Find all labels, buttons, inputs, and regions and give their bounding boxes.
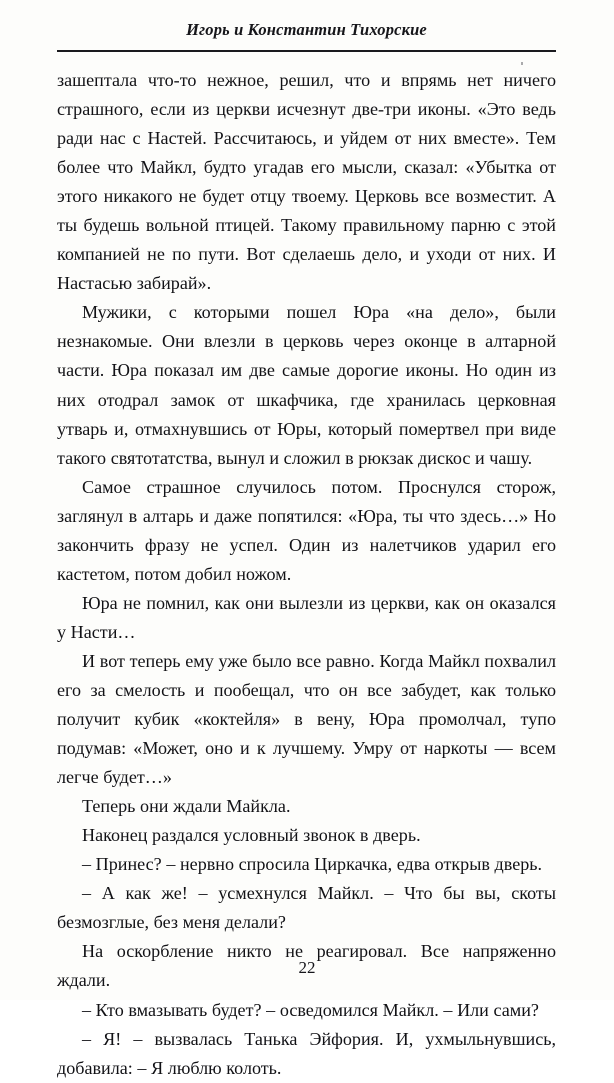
- paragraph: Юра не помнил, как они вылезли из церкви, как он оказался у Насти…: [57, 592, 556, 642]
- paragraph: Мужики, с которыми пошел Юра «на дело», были незнакомые. Они влезли в церковь через оконце в алтарной части. Юра показал им две самые дорогие иконы. Но один из них отодрал замок от шкафчика, где хранилась церковная утварь и, отмахнувшись от Юры, который помертвел при виде такого святотатства, вынул и сложил в рюкзак дискос и чашу.: [57, 302, 556, 468]
- paragraph: – Кто вмазывать будет? – осведомился Майкл. – Или сами?: [82, 999, 539, 1020]
- header-rule: [57, 50, 556, 52]
- body-text-column: [57, 66, 556, 1083]
- paragraph: Самое страшное случилось потом. Проснулся сторож, заглянул в алтарь и даже попятился: «Юра, ты что здесь…» Но закончить фразу не успел. Один из налетчиков ударил его кастетом, потом добил ножом.: [57, 476, 556, 584]
- paragraph: зашептала что-то нежное, решил, что и впрямь нет ничего страшного, если из церкви исчезнут две-три иконы. «Это ведь ради нас с Настей. Рассчитаюсь, и уйдем от них вместе». Тем более что Майкл, будто угадав его мысли, сказал: «Убытка от этого никакого не будет отцу твоему. Церковь все возместит. А ты будешь вольной птицей. Такому правильному парню с этой компанией не по пути. Вот сделаешь дело, и уходи от них. И Настасью забирай».: [57, 70, 556, 294]
- paragraph: Наконец раздался условный звонок в дверь.: [82, 825, 421, 846]
- scan-artifact-speck: [521, 62, 523, 65]
- page-number: 22: [298, 958, 316, 977]
- paragraph: И вот теперь ему уже было все равно. Когда Майкл похвалил его за смелость и пообещал, что он все забудет, как только получит кубик «коктейля» в вену, Юра промолчал, тупо подумав: «Может, оно и к лучшему. Умру от наркоты — всем легче будет…»: [57, 650, 556, 788]
- paragraph: – А как же! – усмехнулся Майкл. – Что бы вы, скоты безмозглые, без меня делали?: [57, 883, 556, 933]
- paragraph: – Принес? – нервно спросила Циркачка, едва открыв дверь.: [82, 854, 543, 875]
- paragraph: На оскорбление никто не реагировал. Все напряженно ждали.: [57, 941, 556, 991]
- running-head: Игорь и Константин Тихорские: [186, 20, 427, 39]
- paragraph: Теперь они ждали Майкла.: [82, 796, 291, 817]
- paragraph: – Я! – вызвалась Танька Эйфория. И, ухмыльнувшись, добавила: – Я люблю колоть.: [57, 1028, 556, 1078]
